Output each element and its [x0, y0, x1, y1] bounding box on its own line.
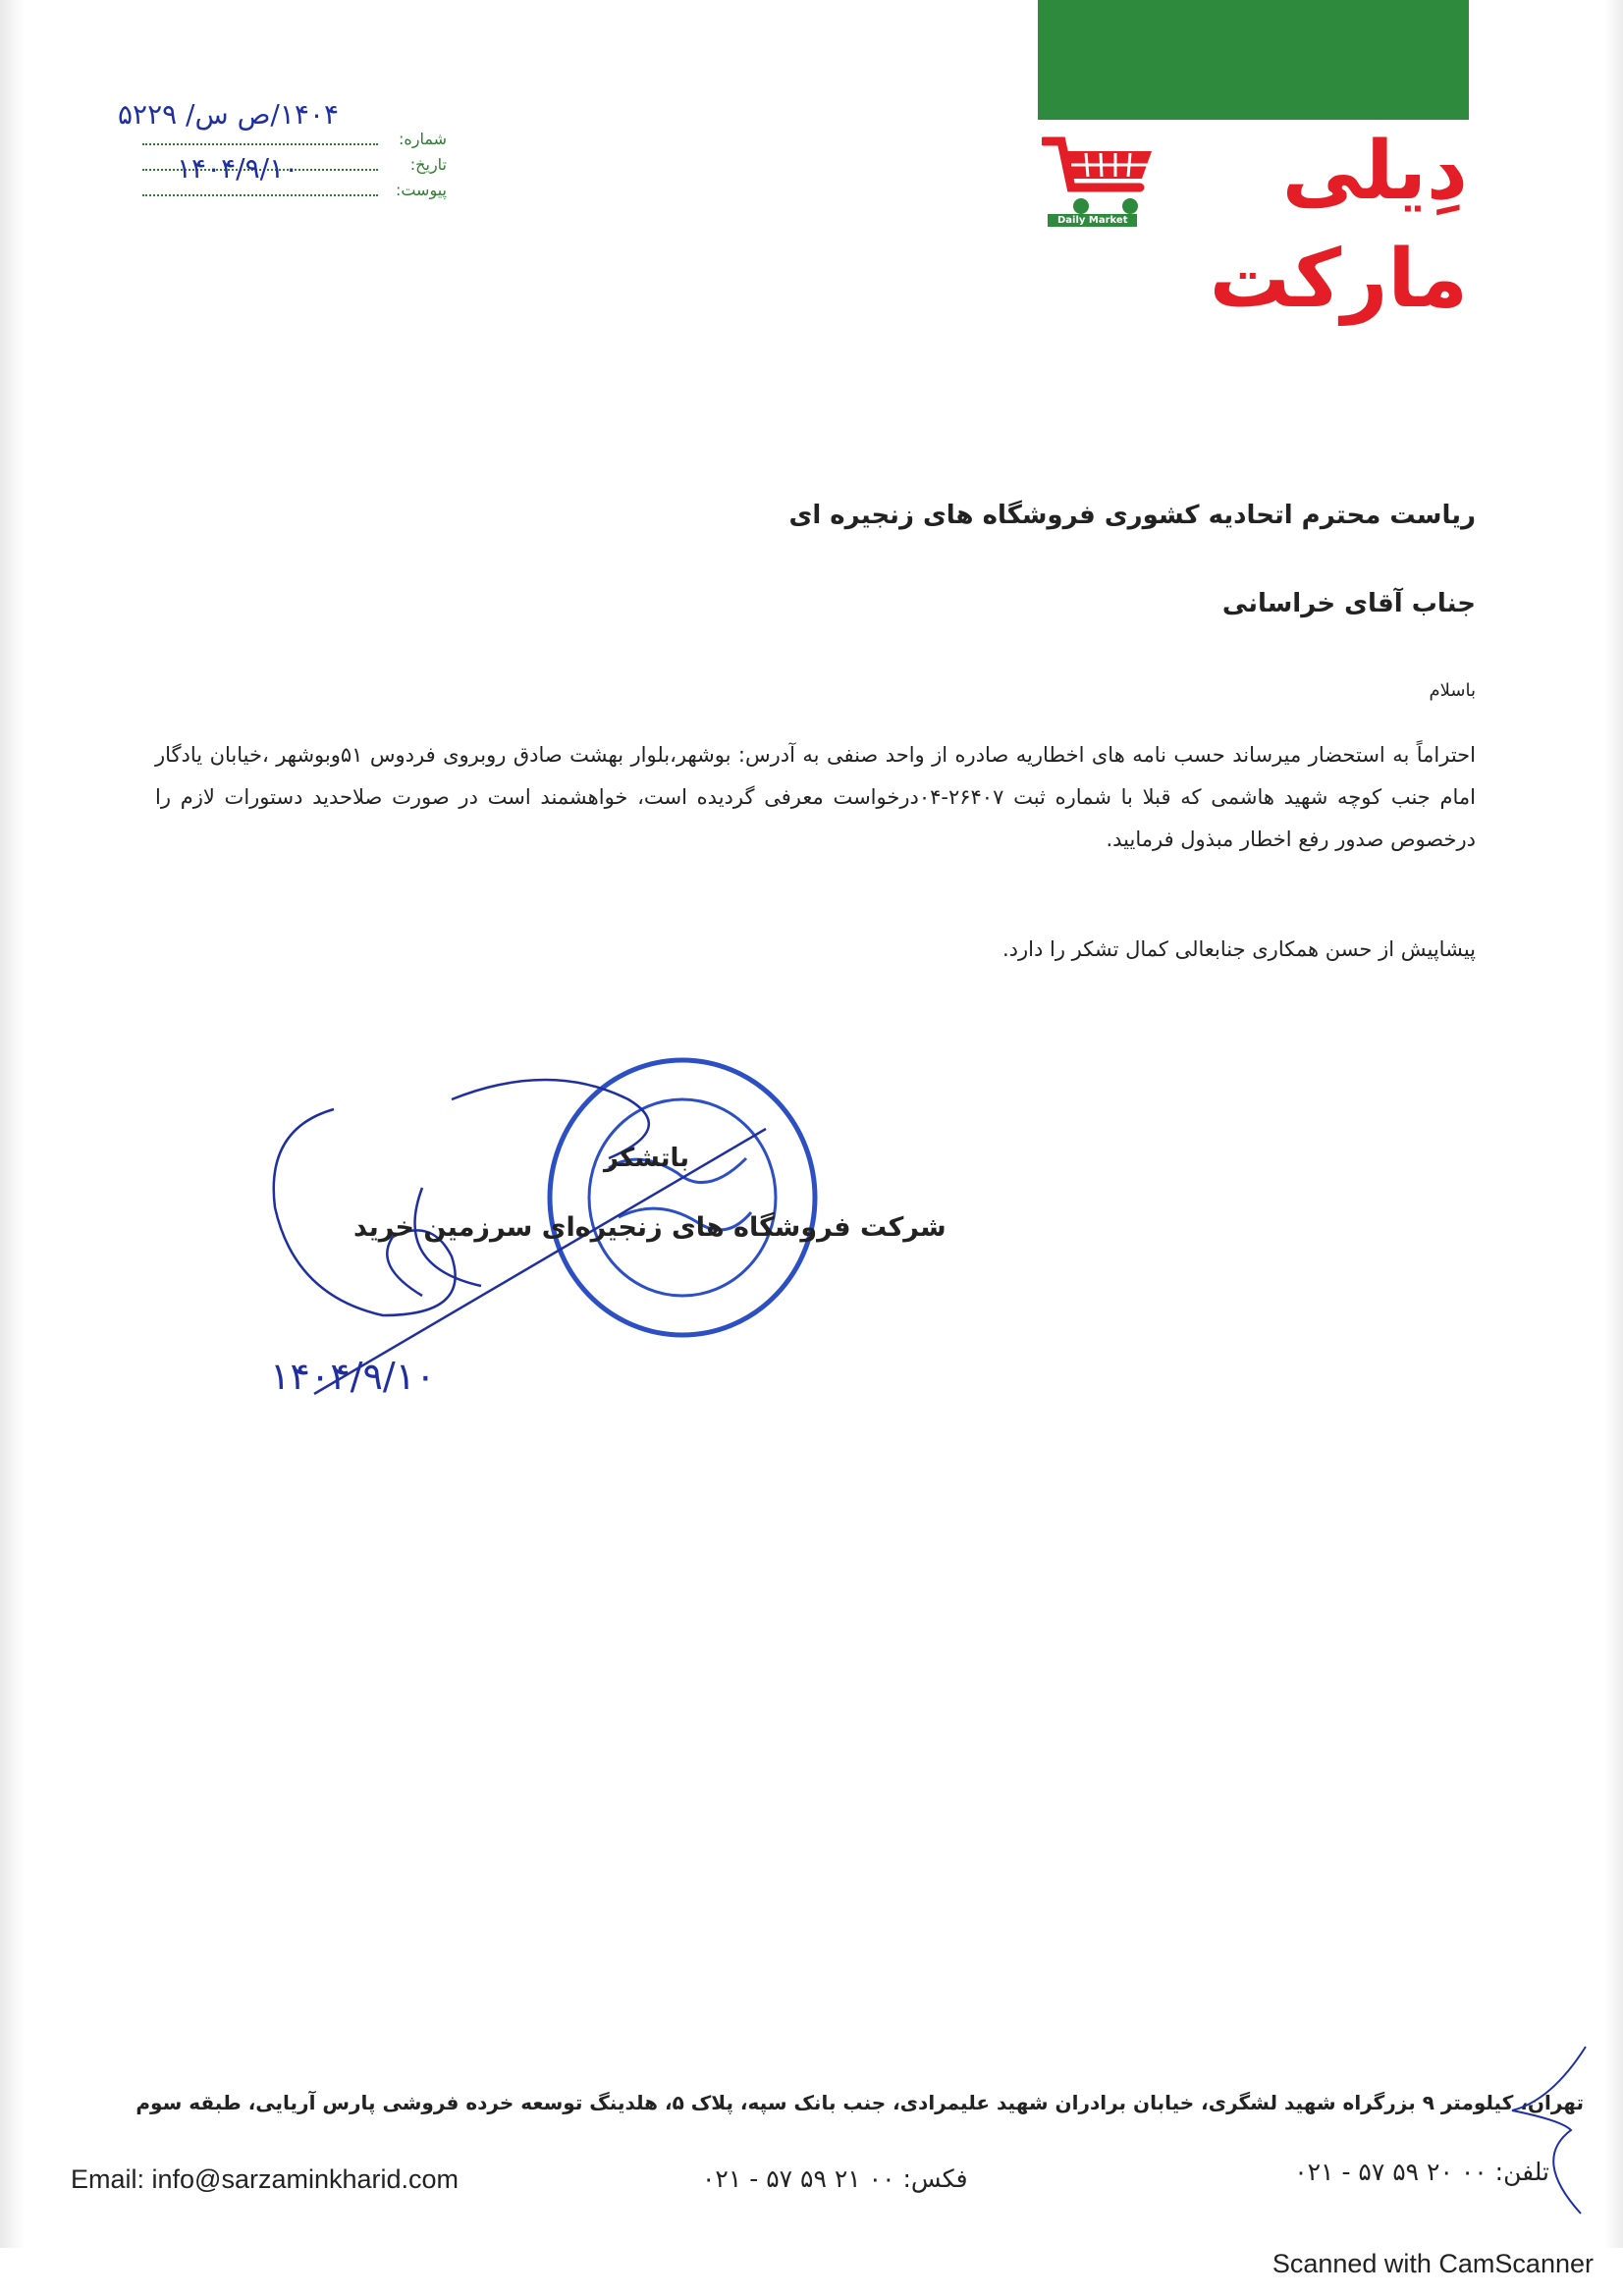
footer-phone: تلفن: ۰۰ ۲۰ ۵۹ ۵۷ - ۰۲۱: [1294, 2158, 1549, 2186]
attachment-label: پیوست:: [395, 181, 447, 199]
letter-heading: ریاست محترم اتحادیه کشوری فروشگاه های زنجیره ای: [788, 501, 1476, 530]
footer-signature-mark: [1492, 2042, 1600, 2218]
handwritten-signature: [255, 1070, 943, 1463]
handwritten-date: ۱۴۰۴/۹/۱۰: [177, 152, 299, 185]
scan-shadow-left: [0, 0, 26, 2248]
number-label: شماره:: [398, 130, 447, 148]
logo-tagline: Daily Market: [1048, 214, 1137, 227]
logo-wordmark: دِیلی مارکت: [1209, 125, 1468, 326]
footer-address: تهران، کیلومتر ۹ بزرگراه شهید لشگری، خیابان برادران شهید علیمرادی، جنب بانک سپه، پلاک ۵، هلدینگ توسعه خرده فروشی پارس آریایی، طبقه سوم: [135, 2091, 1584, 2114]
dotted-line: [142, 194, 378, 196]
footer-fax: فکس: ۰۰ ۲۱ ۵۹ ۵۷ - ۰۲۱: [702, 2164, 968, 2193]
brand-green-band: [1038, 0, 1469, 120]
signatory-company: شرکت فروشگاه های زنجیره‌ای سرزمین خرید: [353, 1212, 947, 1243]
dotted-line: [142, 143, 378, 145]
letter-paragraph: احتراماً به استحضار میرساند حسب نامه های اخطاریه صادره از واحد صنفی به آدرس: بوشهر،بلوار بهشت صادق روبروی فردوس ۵۱وبوشهر ،خیابان یادگار امام جنب کوچه شهید هاشمی که قبلا با شماره ثبت ۲۶۴۰۷-۰۴درخواست معرفی گردیده است، خواهشمند است در صورت صلاحدید دستورات لازم را درخصوص صدور رفع اخطار مبذول فرمایید.: [155, 743, 1476, 851]
scan-shadow-right: [1605, 0, 1623, 2248]
letter-thanks: پیشاپیش از حسن همکاری جنابعالی کمال تشکر را دارد.: [1001, 937, 1476, 961]
footer-email: Email: info@sarzaminkharid.com: [71, 2164, 460, 2194]
camscanner-watermark: Scanned with CamScanner: [1271, 2249, 1594, 2278]
letter-recipient: جناب آقای خراسانی: [1221, 589, 1476, 618]
handwritten-number: ۱۴۰۴/ص س/ ۵۲۲۹: [118, 98, 340, 131]
date-label: تاریخ:: [409, 155, 447, 174]
closing-text: باتشکر: [604, 1144, 690, 1173]
letter-greeting: باسلام: [1429, 680, 1476, 701]
handwritten-sign-date: ۱۴۰۴/۹/۱۰: [270, 1355, 436, 1398]
brand-logo: [1036, 125, 1468, 326]
